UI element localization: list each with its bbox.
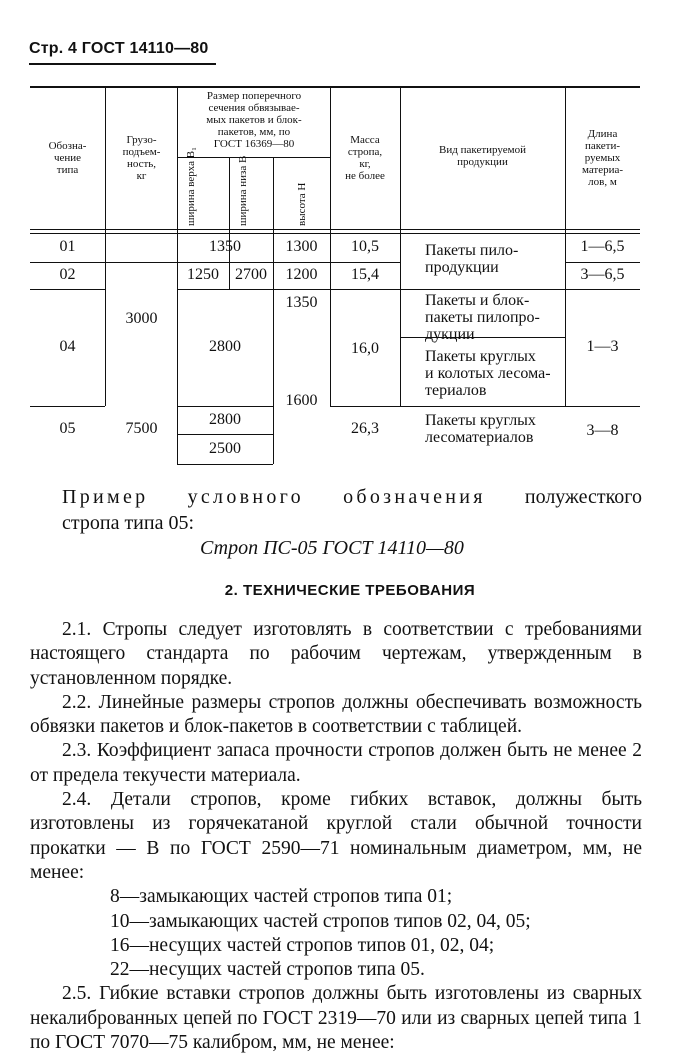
list-item: 10—замыкающих частей стропов типов 02, 04, 05;: [110, 910, 531, 932]
capacity-3000: 3000: [125, 310, 158, 327]
row04-type: 04: [59, 338, 76, 355]
header-length: Длина пакети- руемых материа- лов, м: [581, 128, 624, 188]
row02-width-top: 1250: [187, 266, 219, 283]
row-rule: [177, 406, 273, 407]
row04-height-b: 1600: [285, 392, 318, 409]
header-height: высота H: [296, 182, 308, 226]
row04-width: 2800: [209, 338, 241, 355]
row01-width: 1350: [209, 238, 241, 255]
row05-length: 3—8: [586, 422, 619, 439]
header-rule: [29, 63, 216, 65]
row05-mass: 26,3: [351, 420, 379, 437]
row05-width-a: 2800: [209, 411, 241, 428]
product-sawn-packs: Пакеты пило- продукции: [425, 242, 519, 276]
row05-type: 05: [59, 420, 76, 437]
row01-mass: 10,5: [351, 238, 379, 255]
designation-formula: Строп ПС-05 ГОСТ 14110—80: [200, 537, 464, 559]
clause-2-5: 2.5. Гибкие вставки стропов должны быть изготовлены из сварных некалиброванных цепей по ГОСТ 2319—70 или из сварных цепей типа 1 по ГОСТ 7070—75 калибром, мм, не менее:: [30, 983, 642, 1054]
row02-length: 3—6,5: [580, 266, 625, 283]
product-sawn-block-packs: Пакеты и блок- пакеты пилопро- дукции: [425, 292, 540, 343]
sling-parameters-table: [30, 86, 640, 466]
clause-2-2: 2.2. Линейные размеры стропов должны обеспечивать возможность обвязки пакетов и блок-пакетов в соответствии с таблицей.: [30, 691, 642, 738]
header-width-top: ширина верха B₁: [185, 147, 197, 226]
page-header: Стр. 4 ГОСТ 14110—80: [29, 40, 209, 57]
example-word: Пример: [62, 486, 149, 508]
product-round-timber: Пакеты круглых лесоматериалов: [425, 412, 536, 446]
row04-height-a: 1350: [285, 294, 318, 311]
example-line-2: стропа типа 05:: [62, 512, 195, 534]
size-group-rule: [177, 157, 330, 158]
list-item: 8—замыкающих частей стропов типа 01;: [110, 886, 453, 908]
header-product: Вид пакетируемой продукции: [439, 144, 526, 168]
list-item: 16—несущих частей стропов типов 01, 02, 04;: [110, 934, 495, 956]
row-rule: [177, 464, 273, 465]
row01-length: 1—6,5: [580, 238, 625, 255]
header-capacity: Грузо- подъем- ность, кг: [122, 134, 161, 182]
section-title: 2. ТЕХНИЧЕСКИЕ ТРЕБОВАНИЯ: [224, 582, 476, 599]
clause-2-1: 2.1. Стропы следует изготовлять в соответствии с требованиями настоящего стандарта по рабочим чертежам, утвержденным в установленном порядке.: [30, 619, 642, 689]
header-type: Обозна- чение типа: [48, 140, 87, 176]
row05-width-b: 2500: [209, 440, 241, 457]
row02-type: 02: [59, 266, 76, 283]
row01-height: 1300: [285, 238, 318, 255]
table-top-rule: [30, 86, 640, 88]
header-width-bottom: ширина низа B: [237, 155, 249, 226]
clause-2-4: 2.4. Детали стропов, кроме гибких вставок, должны быть изготовлены из горячекатаной круглой стали обычной точности прокатки — В по ГОСТ 2590—71 номинальным диаметром, мм, не менее:: [30, 789, 642, 883]
row-rule: [330, 406, 640, 407]
requirements-text: [30, 618, 642, 1055]
designation-example: [62, 484, 642, 536]
header-bottom-rule-2: [30, 233, 640, 234]
header-mass: Масса стропа, кг, не более: [345, 134, 385, 182]
row02-mass: 15,4: [351, 266, 379, 283]
row04-length: 1—3: [586, 338, 619, 355]
row-rule: [30, 289, 105, 290]
row01-type: 01: [59, 238, 76, 255]
example-word: обозначения: [343, 486, 486, 508]
row02-height: 1200: [285, 266, 318, 283]
row-rule: [177, 289, 640, 290]
row04-mass: 16,0: [351, 340, 379, 357]
row05-capacity: 7500: [125, 420, 158, 437]
example-word: условного: [187, 486, 304, 508]
clause-2-3: 2.3. Коэффициент запаса прочности стропов должен быть не менее 2 от предела текучести материала.: [30, 740, 642, 786]
list-item: 22—несущих частей стропов типа 05.: [110, 959, 425, 981]
header-bottom-rule: [30, 229, 640, 230]
row-rule: [30, 262, 400, 263]
row-rule: [565, 262, 640, 263]
product-round-split-timber: Пакеты круглых и колотых лесома- териалов: [425, 348, 551, 399]
row-rule: [177, 434, 273, 435]
row02-width-bottom: 2700: [235, 266, 267, 283]
example-word: полужесткого: [524, 486, 642, 508]
row-rule: [30, 406, 105, 407]
col-rule: [400, 86, 401, 406]
header-size-group: Размер поперечного сечения обвязывае- мых пакетов и блок- пакетов, мм, по ГОСТ 16369—80: [206, 90, 302, 150]
